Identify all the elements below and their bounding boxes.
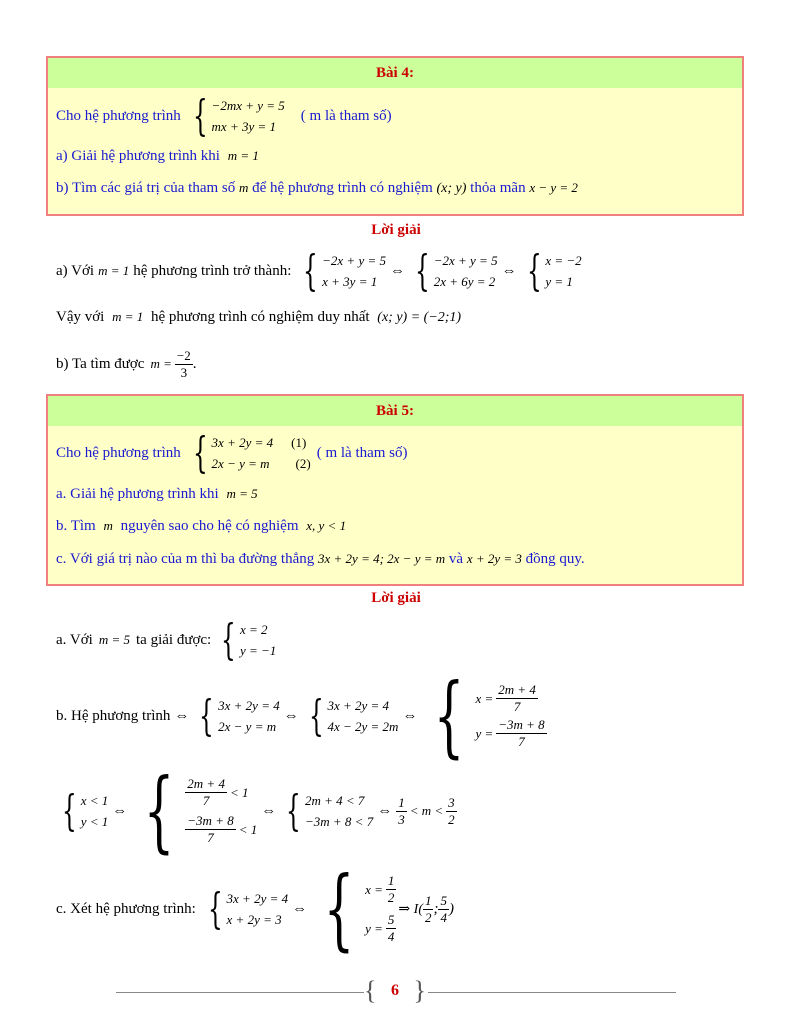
brace: {: [526, 246, 542, 295]
part-b-xy: (x; y): [436, 181, 467, 196]
brace: {: [221, 615, 236, 664]
brace: {: [192, 428, 208, 477]
part-c-equation: x + 2y = 3: [466, 551, 522, 566]
brace: {: [199, 691, 215, 740]
numerator: 2m + 4: [187, 776, 225, 791]
equation-tag: (1): [291, 435, 307, 450]
math: < 1: [229, 784, 249, 800]
system: [56, 786, 109, 835]
param-note: ( m là tham số): [300, 107, 392, 124]
part-b-text: thỏa mãn: [470, 180, 526, 196]
text: hệ phương trình trở thành:: [133, 262, 292, 279]
denominator: 2: [387, 890, 395, 905]
numerator: 2m + 4: [498, 682, 536, 697]
fraction: [175, 348, 193, 381]
exercise-4-system: [187, 91, 285, 140]
math: m = 5: [98, 632, 130, 647]
math: m = 1: [112, 309, 144, 324]
exercise-5-system: [187, 428, 311, 477]
system: [521, 246, 582, 295]
system-row: x + 3y = 1: [322, 274, 378, 289]
equiv: ⇔: [501, 262, 517, 279]
part-c-text: đồng quy.: [525, 551, 585, 567]
brace: {: [286, 786, 301, 835]
equiv: ⇔: [261, 802, 277, 819]
system: [311, 857, 396, 960]
part-c-equations: 3x + 2y = 4; 2x − y = m: [318, 551, 446, 566]
exercise-4-part-b: [56, 180, 578, 197]
numerator: −2: [176, 347, 191, 363]
denominator: 2: [448, 811, 455, 827]
numerator: 1: [424, 892, 432, 908]
text: b) Ta tìm được: [56, 355, 145, 372]
solution-4-conclusion: [56, 309, 461, 326]
brace: {: [323, 857, 355, 960]
system-row: 2x − y = m: [218, 719, 277, 734]
solution-4-part-a: [56, 248, 582, 294]
math: ;: [433, 900, 439, 917]
system-row: 3x + 2y = 4: [327, 698, 390, 713]
exercise-5-system-line: [56, 430, 408, 476]
brace: {: [62, 786, 77, 835]
math: y =: [365, 920, 383, 936]
denominator: 7: [513, 699, 521, 714]
solution-4-part-b: b) Ta tìm được m = $\frac{-2}{3}$ .: [56, 347, 197, 380]
system-row: −2x + y = 5: [433, 253, 498, 268]
denominator: 2: [424, 909, 432, 925]
system-row: y < 1: [80, 814, 109, 829]
footer-line-left: [116, 992, 364, 993]
numerator: 5: [440, 892, 447, 908]
brace: {: [207, 884, 223, 933]
solution-5-title: Lời giải: [371, 590, 421, 606]
exercise-4-intro: Cho hệ phương trình: [56, 107, 181, 124]
system-row: y = 1: [545, 274, 573, 289]
part-c-text: c. Với giá trị nào của m thì ba đường thẳng: [56, 551, 315, 567]
part-a-text: a) Giải hệ phương trình khi: [56, 148, 220, 164]
exercise-5-part-b: [56, 518, 346, 535]
part-b-m: m: [239, 180, 249, 195]
system-row: 2x − y = m: [211, 456, 270, 471]
exercise-4-title: Bài 4:: [48, 58, 742, 88]
part-a-text: a. Giải hệ phương trình khi: [56, 486, 219, 502]
exercise-5-title: Bài 5:: [48, 396, 742, 426]
part-b-text: để hệ phương trình có nghiệm: [252, 180, 433, 196]
denominator: 7: [518, 734, 525, 749]
exercise-5-intro: Cho hệ phương trình: [56, 444, 181, 461]
system-row: mx + 3y = 1: [211, 119, 277, 134]
math: ⇒ I(: [398, 901, 423, 917]
fraction: [446, 795, 457, 828]
part-c-text: và: [448, 551, 464, 567]
brace: {: [143, 759, 175, 862]
part-b-m: m: [103, 518, 113, 533]
system-row: 3x + 2y = 4: [211, 435, 274, 450]
system-row: 3x + 2y = 4: [226, 891, 289, 906]
denominator: 4: [440, 909, 447, 925]
math: x =: [365, 881, 383, 897]
system: [303, 691, 399, 740]
equiv: ⇔: [112, 802, 128, 819]
system: [215, 615, 277, 664]
footer-line-right: [428, 992, 676, 993]
math: m =: [150, 356, 172, 371]
exercise-4-part-a: [56, 148, 259, 165]
text: a) Với: [56, 262, 95, 279]
system: [202, 884, 289, 933]
exercise-4-box: [46, 56, 744, 216]
exercise-5-part-c: [56, 551, 585, 568]
solution-5-part-c: [56, 857, 454, 960]
numerator: 5: [387, 912, 395, 927]
system-row: −3m + 8 < 7: [304, 814, 374, 829]
system: [297, 246, 386, 295]
brace: {: [308, 691, 324, 740]
math: (x; y) = (−2;1): [377, 310, 462, 325]
equiv: ⇔: [377, 802, 393, 819]
param-note: ( m là tham số): [316, 444, 408, 461]
fraction: [438, 893, 449, 926]
math: y =: [475, 725, 494, 741]
system: [421, 664, 546, 767]
fraction: [423, 893, 434, 926]
denominator: 7: [207, 830, 214, 845]
exercise-5-part-a: [56, 486, 258, 503]
solution-4-title: Lời giải: [371, 222, 421, 238]
numerator: −3m + 8: [498, 717, 545, 732]
math: x =: [475, 690, 494, 706]
solution-5-part-b: [56, 664, 547, 767]
system-row: −2mx + y = 5: [211, 98, 285, 113]
page-number-container: { 6 }: [364, 976, 426, 1005]
math: < 1: [238, 821, 258, 837]
part-b-text: b) Tìm các giá trị của tham số: [56, 180, 236, 196]
system: [131, 759, 258, 862]
text: b. Hệ phương trình: [56, 707, 171, 724]
math: ): [448, 900, 454, 917]
system: [193, 691, 280, 740]
text: a. Với: [56, 631, 93, 648]
numerator: 1: [398, 794, 405, 810]
system-row: x < 1: [80, 793, 109, 808]
text: c. Xét hệ phương trình:: [56, 900, 196, 917]
text: Vậy với: [56, 309, 105, 325]
page-number: 6: [391, 982, 399, 999]
solution-5-part-a: [56, 617, 276, 663]
brace: {: [414, 246, 430, 295]
numerator: −3m + 8: [187, 813, 234, 828]
denominator: 3: [398, 811, 405, 827]
math: < m <: [409, 803, 444, 818]
equation-tag: (2): [295, 456, 311, 471]
part-b-text: nguyên sao cho hệ có nghiệm: [120, 518, 299, 534]
system-row: 2m + 4 < 7: [304, 793, 365, 808]
system-row: x = −2: [545, 253, 582, 268]
numerator: 3: [448, 794, 455, 810]
text: ta giải được:: [136, 631, 212, 648]
equiv: ⇔: [402, 707, 418, 724]
system-row: 4x − 2y = 2m: [327, 719, 399, 734]
solution-5-inequality: [56, 759, 457, 862]
denominator: 3: [180, 364, 188, 380]
fraction: [396, 795, 407, 828]
numerator: 1: [387, 873, 395, 888]
system-row: x = 2: [239, 622, 268, 637]
system-row: x + 2y = 3: [226, 912, 282, 927]
system-row: y = −1: [239, 643, 277, 658]
brace: {: [192, 91, 208, 140]
equiv: ⇔: [283, 707, 299, 724]
system: [280, 786, 374, 835]
exercise-4-system-line: [56, 91, 392, 140]
part-b-text: b. Tìm: [56, 518, 96, 534]
equiv: ⇔: [389, 262, 405, 279]
denominator: 4: [387, 929, 395, 944]
equiv: ⇔: [174, 707, 190, 724]
system-row: −2x + y = 5: [322, 253, 386, 268]
brace: {: [303, 246, 319, 295]
denominator: 7: [202, 793, 210, 808]
part-b-condition: x, y < 1: [306, 518, 347, 533]
system: [409, 246, 498, 295]
text: hệ phương trình có nghiệm duy nhất: [151, 309, 370, 325]
system-row: 2x + 6y = 2: [433, 274, 496, 289]
equiv: ⇔: [292, 900, 308, 917]
part-a-condition: m = 5: [226, 486, 258, 501]
part-a-condition: m = 1: [227, 148, 259, 163]
system-row: 3x + 2y = 4: [218, 698, 280, 713]
exercise-5-box: [46, 394, 744, 586]
math: m = 1: [98, 263, 130, 278]
brace: {: [434, 664, 465, 767]
part-b-condition: x − y = 2: [529, 180, 578, 195]
